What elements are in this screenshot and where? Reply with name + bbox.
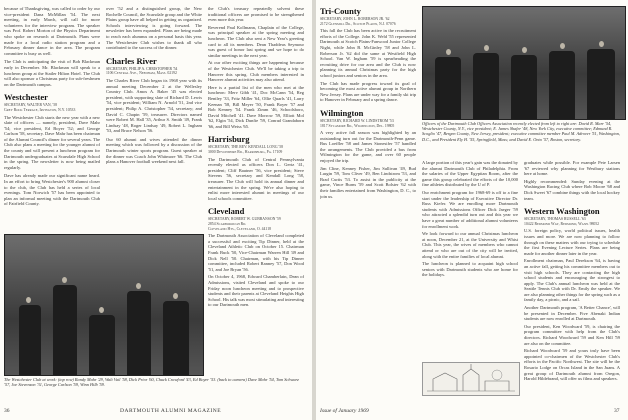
body-text: over '52 and a distinguished group, the New Rochelle Council, the Scarsdale group and the White Plains group have all helped in getting us organized. Schools interviewing is going forward. The newsletter has been expanded. Plans are being made to reach each alumnus on a personal basis this year. The Westchester Club wishes to thank all who contributed to the success of the dinner. xyxy=(106,6,202,51)
body-text: The Club is anticipating the visit of Bob Blackman early in December. Mr. Blackman will speak to a luncheon group at the Statler Hilton Hotel. The Club will also sponsor a Christmas party for sub-freshmen on the Dartmouth campus. xyxy=(4,59,100,87)
body-text: Jim Cline, Kenney Fisher, Jim Sullivan '49, Bud Lurgin '59, Tom Cliver '49, Ben Lindstrom '53, and Brad Curtis '53. To assist in the publicity at the game, Vince Burns '59 and Scott Bolster '62 with their families entertained from Washington, D. C., to join us. xyxy=(320,165,416,199)
person-face xyxy=(446,49,451,55)
body-text: On October 4, 1968, Edward Chamberlain, Dean of Admissions, visited Cleveland and spoke to our Friday noon luncheon meeting and to prospective students and their parents at Cleveland Heights High School. His talk was most stimulating and interesting to our Dartmouth men. xyxy=(208,274,304,308)
person-face xyxy=(599,41,604,47)
body-text: The Dartmouth Association of Cleveland completed a successful and exciting Tip Dinner, held at the Cleveland Athletic Club on October 15. Chairman Frank Buck '50, Vice-Chairman Warren Hill '49 and Dick Nell '50. Chairman, with his Tip Dinner committee, included Robert Ranney '57, Don Wood '51, and Joe Bryan '56. xyxy=(208,233,304,272)
section-heading-charles-river: Charles River xyxy=(106,55,157,66)
westchester-club-photo xyxy=(4,234,204,376)
photo-caption: Officers of the Dartmouth Club Officers Association recently elected from left to right are: David R. Marr '54, Westchester County, N.Y., vice president; E. James Shafer '48, New York City, executive committee; Edmund R. Scoglio '47, Bergen County, New Jersey, president; executive committee member Paul M. Adrover '51, Washington, D.C., and President Ely H. '55, Springfield, Mass; and David E. Onto '57, Boston, secretary. xyxy=(422,121,621,142)
person-figure xyxy=(549,51,575,119)
body-text: because of Thanksgiving, was called to order by our vice-president Dana McMillan '54. The next meeting, in early March, will call for more volunteers for the interview program. The speaker was Prof. Robert Morton of the Physics Department who spoke on research at Dartmouth. Plans were made for a local radio station program and a February dinner dance in the area. The program committee is busy as well. xyxy=(4,6,100,56)
body-text: The Westchester Club starts the new year with a new slate of officers — namely, president, Dave Mahr '54; vice president, Ed Boyer '52; and George Carlson '58, secretary. Dave Mahr has been chairman of the Alumni Council's dinner for several years. The Club also plans a meeting for the younger alumni of the county and will present a luncheon program for Dartmouth undergraduates at Scarsdale High School in the spring. The newsletter is now being mailed regularly. xyxy=(4,114,100,170)
campus-sketch-icon xyxy=(422,362,520,396)
secretary-address: SECRETARY, JOHN L. ROBERSON JR. '62 2172 Glenmill Dr., Scotch Plains, N.J. 07076 xyxy=(320,17,396,26)
body-text: The luncheon is planned to acquaint high school seniors with Dartmouth students who are home for the holidays. xyxy=(422,261,518,278)
section-heading-cleveland: Cleveland xyxy=(208,206,245,217)
person-face xyxy=(484,45,489,51)
person-figure xyxy=(89,315,115,375)
section-heading-wilmington: Wilmington xyxy=(320,107,364,118)
secretary-address: SECRETARY, THE REV. KENDALL LONG '58 3000 Devonshire Rd., Harrisburg, Pa. 17109 xyxy=(208,145,284,155)
page-number: 37 xyxy=(614,408,620,414)
person-figure xyxy=(53,285,77,375)
section-heading-western-washington: Western Washington xyxy=(524,206,600,217)
body-text: Reverend Paul Kollmann, Chaplain of the College, was principal speaker at the spring meeting and luncheon. The Club also sent a New Year's greeting card to all its members. Dean Thaddeus Seymour was guest of honor last spring and we hope to do similar meetings in the next year. xyxy=(208,24,304,58)
body-text: Here is a partial list of the men who met at the luncheon: Merv Gibb '41, Doc McCann '54, Reg Bentley '33, Fritz Miller '64, Ollie Quarls '41, Larry Keenan '58, Bill Meyer '50, Frank Boyer '57 and Bob Kenney '54. Frank Zimm '46, Schoolsboro, David Mitchell '41. Dave Morrow '59, Elliott Mol '62, Elgin '54, Dick Dunfie '59, Conrad Grandaborn '66, and Bill Weiss '65. xyxy=(208,84,304,129)
running-footer: Issue of January 1969 xyxy=(320,408,369,414)
left-column-2 xyxy=(106,6,202,231)
secretary-address: SECRETARY, ROBERT W. GUBBANSON '59 2854 Scarborough Rd. Cleveland Hts., Cleveland, O. 44118 xyxy=(208,217,281,231)
person-figure xyxy=(19,305,41,375)
right-page xyxy=(316,0,628,420)
right-column-3 xyxy=(524,160,620,398)
person-face xyxy=(136,283,141,289)
right-column-1 xyxy=(320,6,416,404)
body-text: Richard Woodward '59 and yours truly have been appointed co-chairmen of the Westchester Club's efforts in the Pacific Northwest. The site will be the Rosario Lodge on Orcas Island in the San Juans. A great group of Dartmouth alumni from Oregon, Harold Hildebrand, will offer us films and speakers. xyxy=(524,348,620,382)
person-face xyxy=(26,297,31,303)
left-column-1 xyxy=(4,6,100,231)
body-text: The Club has made progress toward its goal of becoming the most active alumni group in Northern New Jersey. Plans are under way for a family ski trip to Hanover in February and a spring dance. xyxy=(320,80,416,103)
officers-photo xyxy=(422,6,626,120)
section-heading-harrisburg: Harrisburg xyxy=(208,134,250,145)
body-text: Dave has already made our significant name heard. In an effort to bring Westchester's 900 alumni closer to the club, the Club has held a series of local evenings. Tom Norwich '57 has been appointed to plan an informal meeting with the Dartmouth Club of Fairfield County. xyxy=(4,173,100,207)
person-face xyxy=(173,293,178,299)
secretary-address: SECRETARY, WALTER VAN, '58 Grey Rock Terrace, Irvington, N.Y. 10533 xyxy=(4,103,76,112)
person-face xyxy=(62,277,67,283)
body-text: U.S. foreign policy, world political issues, health issues and more. We are now planning to follow through on these matters with our trying to schedule the first Evening Lecture Series. Plans are being made for another dinner later in the year. xyxy=(524,228,620,256)
body-text: The Dartmouth Club of Central Pennsylvania recently elected as officers Don L. Gertz '41, president; Cliff Bautner '56, vice president; Steve Stevens '56, secretary and Kendall Long '58, treasurer. The Club will hold its annual dinner and entertainment in the spring. We're also hoping to enlist more interested alumni in meetings of our local schools committee. xyxy=(208,156,304,201)
person-face xyxy=(99,307,104,313)
body-text: A very active fall season was highlighted by an outstanding turn out for the Dartmouth-Penn game. Bus Loeffler '58 and James Stonesifer '57 handled the arrangements. The Club provided a bus from Wilmington for the game, and over 60 people enjoyed the trip. xyxy=(320,130,416,164)
section-heading-westchester: Westchester xyxy=(4,92,48,103)
person-face xyxy=(560,43,565,49)
person-face xyxy=(522,47,527,53)
person-figure xyxy=(473,53,499,119)
body-text: graduates while possible. For example Pete Larsen '67 reviewed why planning for Westbury stations here at home. xyxy=(524,160,620,177)
campus-sketch-icon xyxy=(423,363,519,395)
body-text: We look forward to our annual Christmas luncheon at noon, December 21, at the University and Whist Club. This year, the wives of members who cannot attend or who are out of the city will be invited, along with the entire families of local alumni. xyxy=(422,231,518,259)
running-footer: DARTMOUTH ALUMNI MAGAZINE xyxy=(120,408,222,414)
page-number: 36 xyxy=(4,408,10,414)
section-heading-tri-county: Tri-County xyxy=(320,6,361,16)
secretary-address: SECRETARY, PHILIP A. CHRISTOPHER '54 1106 Central Ave., Needham, Mass. 02192 xyxy=(106,66,178,76)
person-figure xyxy=(163,301,189,375)
body-text: Enrollment chairman, Paul Derekson '64, is having an active fall, getting his committee members out to visit high schools. They are contacting the high school students and encouraging the strongest to apply. The Club's annual luncheon was held at the Seattle Tennis Club with Dr. Emily the speaker. We are also planning other things for the spring such as a family day, a picnic, and a sail. xyxy=(524,258,620,303)
body-text: Our enrichment program for 1968-69 is off to a fine start under the leadership of Executive Director Dr. Russ Kiefer. We are enrolling more Dartmouth students with Admissions Officer Dick Jaeger '59 who attracted a splendid turn out and this year we have a great number of additional alumni volunteers for enrollment work. xyxy=(422,189,518,229)
body-text: Highly recommended: Sunday evening at the Washington Racing Club where Bob Moore '68 and Dick Sweet '67 combine things with the local hockey team. xyxy=(524,178,620,201)
body-text: The Charles River Club began its 1968 year with its annual meeting December 2 at the Wellesley Country Club. Amos A. Baker '45 was elected president, with supporting slate of Richard D. Lewis '54, vice president; William N. Arnold '51, 2nd vice president; Philip A. Christopher '54, secretary; and David C. Chapin '59, treasurer. Directors named were Robert M. Hall '35, Arthur S. Smith '49, Frank Lindsay '48, Roger Lindsay '49, Robert L. Ingham '53, and Bruce Nelson '56. xyxy=(106,77,202,134)
secretary-address: SECRETARY, RICHARD W. LINDSTROM '53 1817 Sycamore Rd., Wilmington, Del. 19805 xyxy=(320,118,395,128)
body-text: Another Dartmouth program, 'A Better Chance', will be presented in December. Five Abenaki Indian students are now enrolled at Dartmouth. xyxy=(524,305,620,322)
person-figure xyxy=(587,49,615,119)
body-text: A large portion of this year's gain was the donated by the alumni Dartmouth Club of Philadelphia. From the salaries of the Upper Egyptian Room, after the game this group celebrated the efforts of the 10,000 fine athletes distributed by the U of P. xyxy=(422,160,518,188)
body-text: Our 60 alumni and wives attended the dinner meeting which was followed by a discussion of the Dartmouth winter sports program. Guest speaker at the dinner was Coach John Whitmore '66. The Club plans a Hanover football weekend next fall. xyxy=(106,136,202,165)
person-figure xyxy=(435,57,461,119)
photo-caption: The Westchester Club at work: (top row) Randy Mahr '29, Walt Vail '58, Dick Prior '60, Chuck Crawford '43, Ed Boyer '53. (back to camera) Dave Mahr '54, Tom Schwarz '57, Joe Stevenson '31, George Carlson '59, Winn Hilb '59. xyxy=(4,377,299,388)
body-text: Our president, Ken Woodward '59, is chairing the program committee with help from the Club's directors. Richard Woodward '59 and Ken Hill '59 are also on the committee. xyxy=(524,323,620,346)
secretary-address: SECRETARY, THOMAS RUSSELL '63 10422 Redmond Way, Redmond, Wash. 98052 xyxy=(524,217,600,226)
left-column-3 xyxy=(208,6,304,404)
body-text: the Club's treasury repeatedly solvent these traditional officers are promised to be strengthened even more this year. xyxy=(208,6,304,23)
body-text: At our other exciting things are happening because of the Westchester Club. We'll be taking a trip to Hanover this spring. Club members interested in Hanover alumni activities may also attend. xyxy=(208,60,304,83)
person-figure xyxy=(511,55,537,119)
person-figure xyxy=(127,291,151,375)
left-page xyxy=(0,0,312,420)
body-text: This fall the Club has been active in the recruitment efforts of the College. John K. Weld '55 represented Dartmouth at Scotch Plains-Fanwood Junior College Night, while John B. McGinley '58 and John L. Roberson Jr. '62 did the same at Westfield High School. Van W. Ingham '59 is spearheading the recruiting drive for our area and the Club is now planning its annual Christmas party for the high school juniors and seniors in the area. xyxy=(320,28,416,78)
